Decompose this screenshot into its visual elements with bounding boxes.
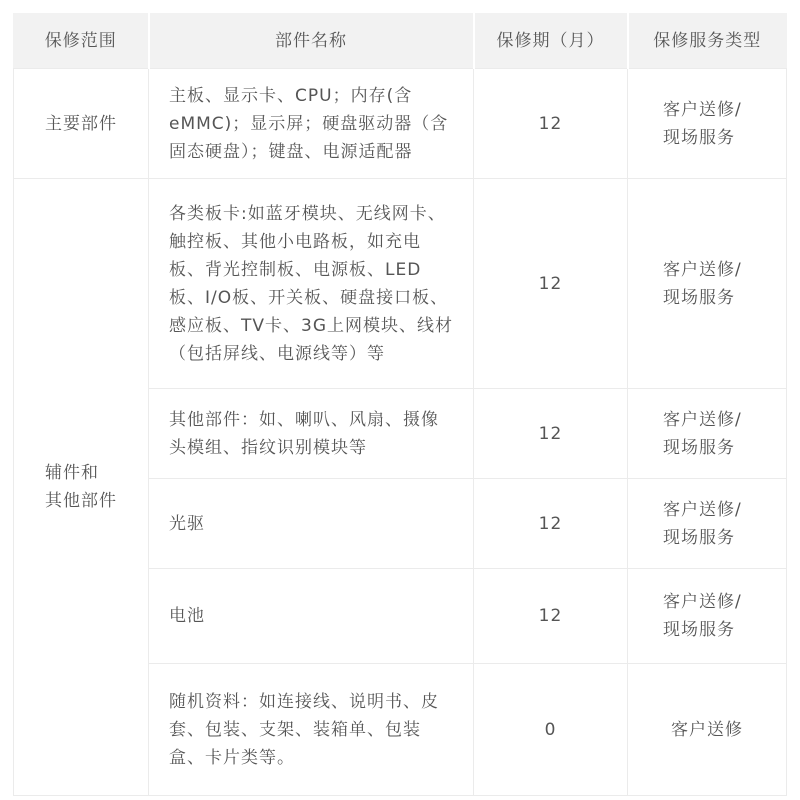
service-type-cell — [628, 664, 787, 796]
service-type-cell — [628, 179, 787, 389]
service-type-cell — [628, 69, 787, 179]
header-scope: 保修范围 — [14, 14, 149, 69]
header-part-name: 部件名称 — [149, 14, 474, 69]
warranty-months-cell: 12 — [474, 179, 628, 389]
service-type-text: 客户送修 — [671, 719, 743, 740]
service-type-cell — [628, 479, 787, 569]
service-type-cell — [628, 389, 787, 479]
warranty-table — [13, 13, 787, 796]
service-type-text: 客户送修/现场服务 — [663, 99, 742, 148]
service-type-cell — [628, 569, 787, 664]
scope-label: 主要部件 — [45, 113, 117, 134]
header-service-type: 保修服务类型 — [628, 14, 787, 69]
part-cell: 各类板卡:如蓝牙模块、无线网卡、触控板、其他小电路板，如充电板、背光控制板、电源板、LED板、I/O板、开关板、硬盘接口板、感应板、TV卡、3G上网模块、线材（包括屏线、电源线等）等 — [149, 179, 474, 389]
warranty-months-cell: 12 — [474, 389, 628, 479]
warranty-months-cell: 0 — [474, 664, 628, 796]
warranty-months-cell: 12 — [474, 479, 628, 569]
table-row — [14, 179, 787, 389]
header-row — [14, 14, 787, 69]
warranty-months-cell: 12 — [474, 69, 628, 179]
header-warranty-months: 保修期（月） — [474, 14, 628, 69]
table-row — [14, 69, 787, 179]
service-type-text: 客户送修/现场服务 — [663, 499, 742, 548]
service-type-text: 客户送修/现场服务 — [663, 592, 742, 640]
part-cell: 随机资料：如连接线、说明书、皮套、包装、支架、装箱单、包装盒、卡片类等。 — [149, 664, 474, 796]
scope-cell-main-parts — [14, 69, 149, 179]
part-cell: 光驱 — [149, 479, 474, 569]
part-cell: 电池 — [149, 569, 474, 664]
part-cell: 主板、显示卡、CPU；内存(含eMMC)；显示屏；硬盘驱动器（含固态硬盘）；键盘、电源适配器 — [149, 69, 474, 179]
service-type-text: 客户送修/现场服务 — [663, 409, 742, 458]
scope-cell-accessories — [14, 179, 149, 796]
scope-label: 辅件和 其他部件 — [45, 463, 117, 511]
warranty-months-cell: 12 — [474, 569, 628, 664]
part-cell: 其他部件：如、喇叭、风扇、摄像头模组、指纹识别模块等 — [149, 389, 474, 479]
service-type-text: 客户送修/现场服务 — [663, 259, 742, 308]
